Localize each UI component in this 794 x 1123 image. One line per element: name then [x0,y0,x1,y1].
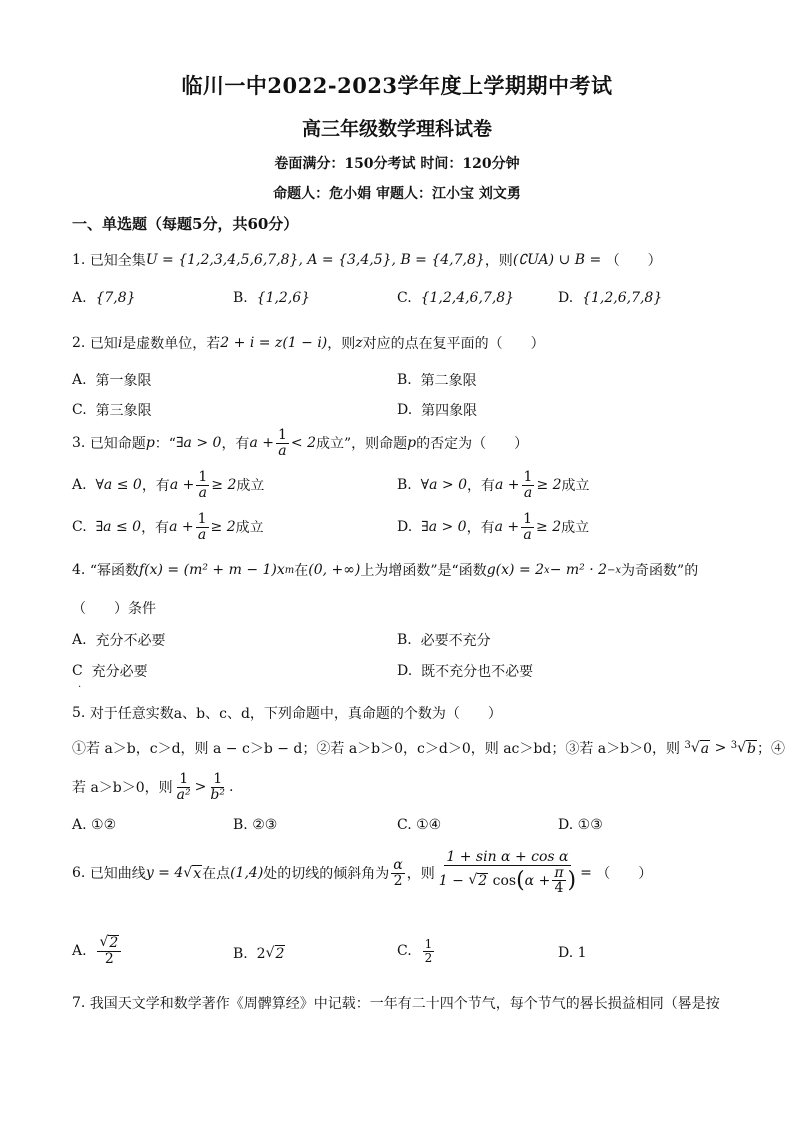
option-d: D. 既不充分也不必要 [397,663,534,680]
option-c: C. ①④ [397,817,442,833]
section-title: 一、单选题（每题5分，共60分） [72,215,299,233]
question-4-line-2: （ ）条件 [72,601,156,617]
answer-paren: （ ） [605,253,662,269]
math-sets: U = {1,2,3,4,5,6,7,8}, A = {3,4,5}, B = {4,7,8} [145,252,485,268]
option-d: D. 第四象限 [397,402,478,419]
question-5-line-3: 若 a＞b＞0，则 $\frac{1}{\text{a²}}$ > $\frac{1}{\text{b²}}$ . [72,771,234,803]
option-a: A. 充分不必要 [72,632,166,649]
question-number: 5. [72,705,86,721]
option-d: D. ①③ [558,817,603,833]
question-5-line-2: ①若 a＞b，c＞d，则 a − c＞b − d；②若 a＞b＞0，c＞d＞0，则 ac＞bd；③若 a＞b＞0，则 3 √ a > 3 √ b ；④ [72,739,786,757]
option-d: D. 1 [558,945,587,961]
option-b: B. ②③ [233,817,278,833]
option-b: B. 2 √ 2 [233,945,285,962]
question-6: 6. 已知曲线 y = 4 √ x 在点 (1,4) 处的切线的倾斜角为 $\frac{\alpha}{2}$ ，则 1 + sin α + cos α 1 − √ 2 cos ( α + $\frac{\pi}{4}$ ) = （ ） [72,849,653,897]
question-3: 3. 已知命题 p ：“ ∃a > 0 ，有 a + $\frac{1}{a}$ < 2 成立”，则命题 p 的否定为（ ） [72,427,529,459]
question-2: 2. 已知 i 是虚数单位，若 2 + i = z(1 − i) ，则 z 对应的点在复平面的（ ） [72,335,545,352]
exam-subtitle: 高三年级数学理科试卷 [301,118,492,140]
option-b: B. {1,2,6} [233,290,311,306]
option-a: A. ∀a ≤ 0 ，有 a + $\frac{1}{a}$ ≥ 2 成立 [72,469,265,501]
option-a: A. 第一象限 [72,372,152,389]
question-text: 已知全集 [89,253,146,269]
question-number: 4. [72,562,86,578]
fraction: $\frac{1}{a}$ [277,427,287,459]
math-expression: (∁UA) ∪ B = [512,252,602,268]
question-1 [72,250,662,270]
big-fraction: 1 + sin α + cos α 1 − √ 2 cos ( α + $\frac{\pi}{4}$ ) [438,849,577,897]
question-number: 7. [72,995,86,1011]
question-7: 7. 我国天文学和数学著作《周髀算经》中记载：一年有二十四个节气，每个节气的晷长损益相同（晷是按 [72,995,720,1012]
option-b: B. ∀a > 0 ，有 a + $\frac{1}{a}$ ≥ 2 成立 [397,469,590,501]
option-c: C. {1,2,4,6,7,8} [397,290,515,306]
exam-title: 临川一中2022-2023学年度上学期期中考试 [181,73,613,98]
question-text: ，则 [484,253,513,269]
question-number: 3. [72,435,86,452]
option-a: A. √ 2 2 [72,935,123,966]
score-time-info: 卷面满分：150分考试 时间：120分钟 [274,156,520,172]
option-a: A. {7,8} [72,290,136,306]
question-number: 2. [72,335,86,351]
option-c: C. 第三象限 [72,402,152,419]
option-d: D. {1,2,6,7,8} [558,290,663,306]
stray-dot: . [78,679,82,690]
question-4: 4. “幂函数 f(x) = (m² + m − 1)x m 在 (0, +∞) 上为增函数”是“函数 g(x) = 2 x − m² · 2 −x 为奇函数”的 [72,562,699,579]
option-a: A. ①② [72,817,117,833]
option-b: B. 必要不充分 [397,632,491,649]
option-c: C. ∃a ≤ 0 ，有 a + $\frac{1}{a}$ ≥ 2 成立 [72,511,264,543]
option-c: C 充分必要 [72,663,148,680]
option-d: D. ∃a > 0 ，有 a + $\frac{1}{a}$ ≥ 2 成立 [397,511,590,543]
math-equation: 2 + i = z(1 − i) [220,335,328,351]
option-c: C. $\frac{1}{2}$ [397,937,433,965]
question-number: 1. [72,252,86,268]
question-number: 6. [72,865,86,882]
authors-info: 命题人：危小娟 审题人：江小宝 刘文勇 [273,186,521,202]
question-5: 5. 对于任意实数a、b、c、d，下列命题中，真命题的个数为（ ） [72,705,502,722]
option-b: B. 第二象限 [397,372,477,389]
